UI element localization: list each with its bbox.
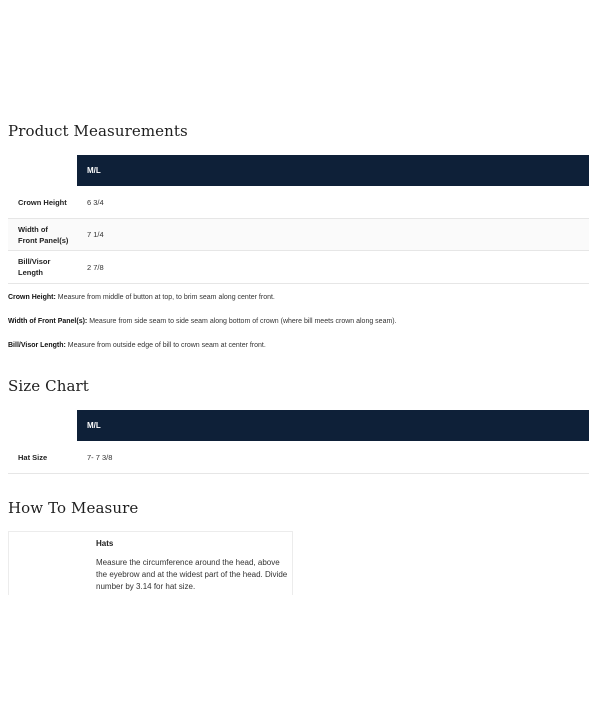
product-measurements-heading: Product Measurements: [8, 122, 188, 140]
row-value-hat-size: 7- 7 3/8: [87, 452, 113, 462]
row-value-crown-height: 6 3/4: [87, 197, 104, 207]
size-chart-table: [8, 410, 589, 474]
row-value-front-panel-width: 7 1/4: [87, 230, 104, 239]
table-header-size: M/L: [77, 410, 589, 441]
table-row: [8, 219, 589, 251]
note-term: Width of Front Panel(s):: [8, 318, 88, 325]
note-text: Measure from side seam to side seam along bottom of crown (where bill meets crown along seam).: [87, 318, 397, 325]
note-front-panel-width: [8, 318, 397, 325]
table-row: [8, 251, 589, 284]
row-label-hat-size: Hat Size: [18, 452, 48, 462]
measure-item-text: Measure the circumference around the head, above the eyebrow and at the widest part of the head. Divide number by 3.14 for hat size.: [96, 558, 288, 591]
row-label-bill-visor-length: Bill/Visor Length: [18, 257, 51, 277]
table-row: [8, 186, 589, 219]
product-measurements-table: [8, 155, 589, 284]
note-bill-visor-length: [8, 342, 266, 349]
note-text: Measure from outside edge of bill to crown seam at center front.: [65, 342, 266, 349]
measure-item-title: Hats: [96, 539, 114, 548]
table-row: [8, 441, 589, 474]
note-crown-height: [8, 294, 275, 301]
size-chart-heading: Size Chart: [8, 377, 89, 395]
row-value-bill-visor-length: 2 7/8: [87, 262, 104, 272]
note-text: Measure from middle of button at top, to brim seam along center front.: [55, 294, 275, 301]
how-to-measure-heading: How To Measure: [8, 499, 139, 517]
note-term: Crown Height:: [8, 294, 56, 301]
note-term: Bill/Visor Length:: [8, 342, 66, 349]
row-label-front-panel-width: Width of Front Panel(s): [18, 224, 69, 245]
table-header-size: M/L: [77, 155, 589, 186]
row-label-crown-height: Crown Height: [18, 197, 67, 207]
how-to-measure-card: [8, 531, 293, 595]
